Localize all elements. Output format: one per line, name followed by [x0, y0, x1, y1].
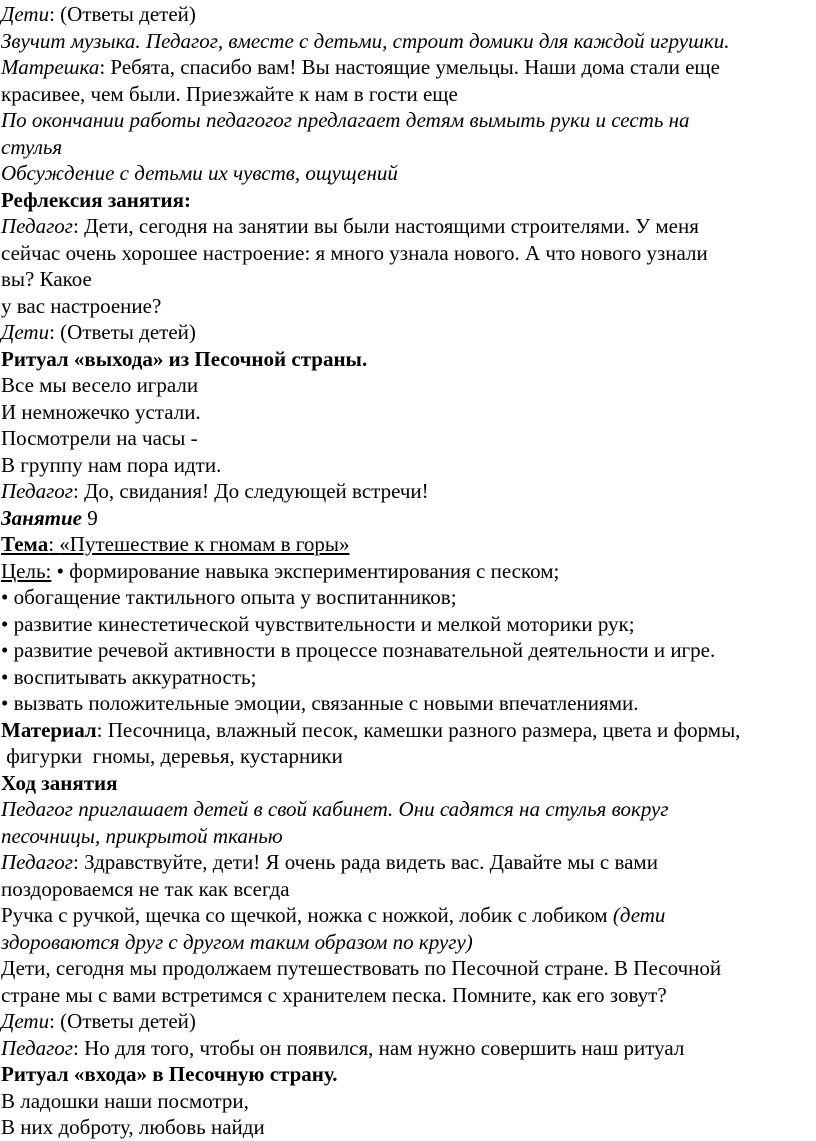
- text-line: вы? Какое: [1, 267, 92, 291]
- goal-line: [1, 558, 816, 585]
- text-line: стране мы с вами встретимся с хранителем песка. Помните, как его зовут?: [1, 982, 667, 1007]
- text-line: сейчас очень хорошее настроение: я много узнала нового. А что нового узнали: [1, 240, 708, 265]
- dialogue-line: [1, 478, 816, 505]
- stage-direction: Обсуждение с детьми их чувств, ощущений: [1, 161, 398, 185]
- speaker-label: Дети: [1, 1009, 50, 1033]
- dialogue-line: [1, 54, 816, 81]
- dialogue-line: [1, 213, 816, 240]
- dialogue-line: [1, 849, 816, 876]
- material-text: : Песочница, влажный песок, камешки разного размера, цвета и формы,: [96, 717, 741, 742]
- dialogue-text: : (Ответы детей): [49, 320, 196, 344]
- poem-line: И немножечко устали.: [1, 399, 201, 424]
- text-line: Дети, сегодня мы продолжаем путешествовать по Песочной стране. В Песочной: [1, 956, 722, 980]
- section-heading: Ритуал «входа» в Песочную страну.: [1, 1062, 338, 1086]
- stage-direction: здороваются друг с другом таким образом по кругу): [1, 929, 473, 954]
- dialogue-text: : Дети, сегодня на занятии вы были настоящими строителями. У меня: [72, 214, 699, 238]
- section-heading: Ритуал «выхода» из Песочной страны.: [1, 346, 368, 371]
- text-line: у вас настроение?: [1, 293, 162, 318]
- speaker-label: Матрешка: [1, 55, 100, 79]
- text-line: [1, 902, 816, 929]
- dialogue-text: : Но для того, чтобы он появился, нам нужно совершить наш ритуал: [72, 1035, 685, 1060]
- poem-line: Все мы весело играли: [1, 373, 199, 397]
- dialogue-line: [1, 1, 816, 28]
- stage-direction: стулья: [1, 134, 63, 159]
- goal-item: • развитие кинестетической чувствительности и мелкой моторики рук;: [1, 611, 635, 636]
- topic-text: «Путешествие к гномам в горы»: [59, 532, 350, 556]
- stage-direction: песочницы, прикрытой тканью: [1, 823, 283, 848]
- dialogue-text: : Ребята, спасибо вам! Вы настоящие умельцы. Наши дома стали еще: [99, 55, 720, 79]
- goal-label: Цель:: [1, 558, 52, 583]
- speaker-label: Дети: [1, 320, 50, 344]
- text-line: фигурки гномы, деревья, кустарники: [1, 744, 343, 768]
- topic-colon: :: [48, 532, 60, 556]
- speaker-label: Педагог: [1, 479, 73, 503]
- lesson-label: Занятие: [1, 505, 82, 530]
- dialogue-text: : Здравствуйте, дети! Я очень рада видеть вас. Давайте мы с вами: [72, 850, 658, 874]
- stage-direction: Звучит музыка. Педагог, вместе с детьми, строит домики для каждой игрушки.: [1, 28, 730, 53]
- goal-item: • вызвать положительные эмоции, связанные с новыми впечатлениями.: [1, 691, 639, 715]
- dialogue-text: : (Ответы детей): [49, 2, 196, 26]
- speaker-label: Дети: [1, 2, 50, 26]
- speaker-label: Педагог: [1, 850, 73, 874]
- text-line: поздороваемся не так как всегда: [1, 876, 290, 901]
- goal-item: • обогащение тактильного опыта у воспитанников;: [1, 585, 457, 609]
- material-line: [1, 717, 816, 744]
- lesson-number-value: 9: [82, 505, 98, 530]
- stage-direction-inline: (дети: [612, 903, 666, 927]
- goal-item: • формирование навыка экспериментирования с песком;: [51, 558, 560, 583]
- lesson-topic: [1, 531, 816, 558]
- dialogue-line: [1, 1008, 816, 1035]
- stage-direction: По окончании работы педагогог предлагает детям вымыть руки и сесть на: [1, 108, 690, 132]
- goal-item: • развитие речевой активности в процессе познавательной деятельности и игре.: [1, 638, 716, 662]
- section-heading: Ход занятия: [1, 770, 118, 795]
- text-line: красивее, чем были. Приезжайте к нам в гости еще: [1, 81, 458, 106]
- lesson-number: [1, 505, 816, 532]
- section-heading: Рефлексия занятия:: [1, 187, 192, 212]
- material-label: Материал: [1, 717, 97, 742]
- text-segment: Ручка с ручкой, щечка со щечкой, ножка с ножкой, лобик с лобиком: [1, 903, 613, 927]
- topic-label: Тема: [1, 532, 49, 556]
- speaker-label: Педагог: [1, 1035, 73, 1060]
- dialogue-text: : До, свидания! До следующей встречи!: [72, 479, 429, 503]
- speaker-label: Педагог: [1, 214, 73, 238]
- poem-line: В группу нам пора идти.: [1, 452, 222, 477]
- stage-direction: Педагог приглашает детей в свой кабинет. Они садятся на стулья вокруг: [1, 797, 669, 821]
- poem-line: Посмотрели на часы -: [1, 426, 198, 450]
- dialogue-line: [1, 1035, 816, 1062]
- poem-line: В них доброту, любовь найди: [1, 1115, 265, 1139]
- dialogue-text: : (Ответы детей): [49, 1009, 196, 1033]
- goal-item: • воспитывать аккуратность;: [1, 664, 257, 689]
- poem-line: В ладошки наши посмотри,: [1, 1088, 249, 1113]
- dialogue-line: [1, 319, 816, 346]
